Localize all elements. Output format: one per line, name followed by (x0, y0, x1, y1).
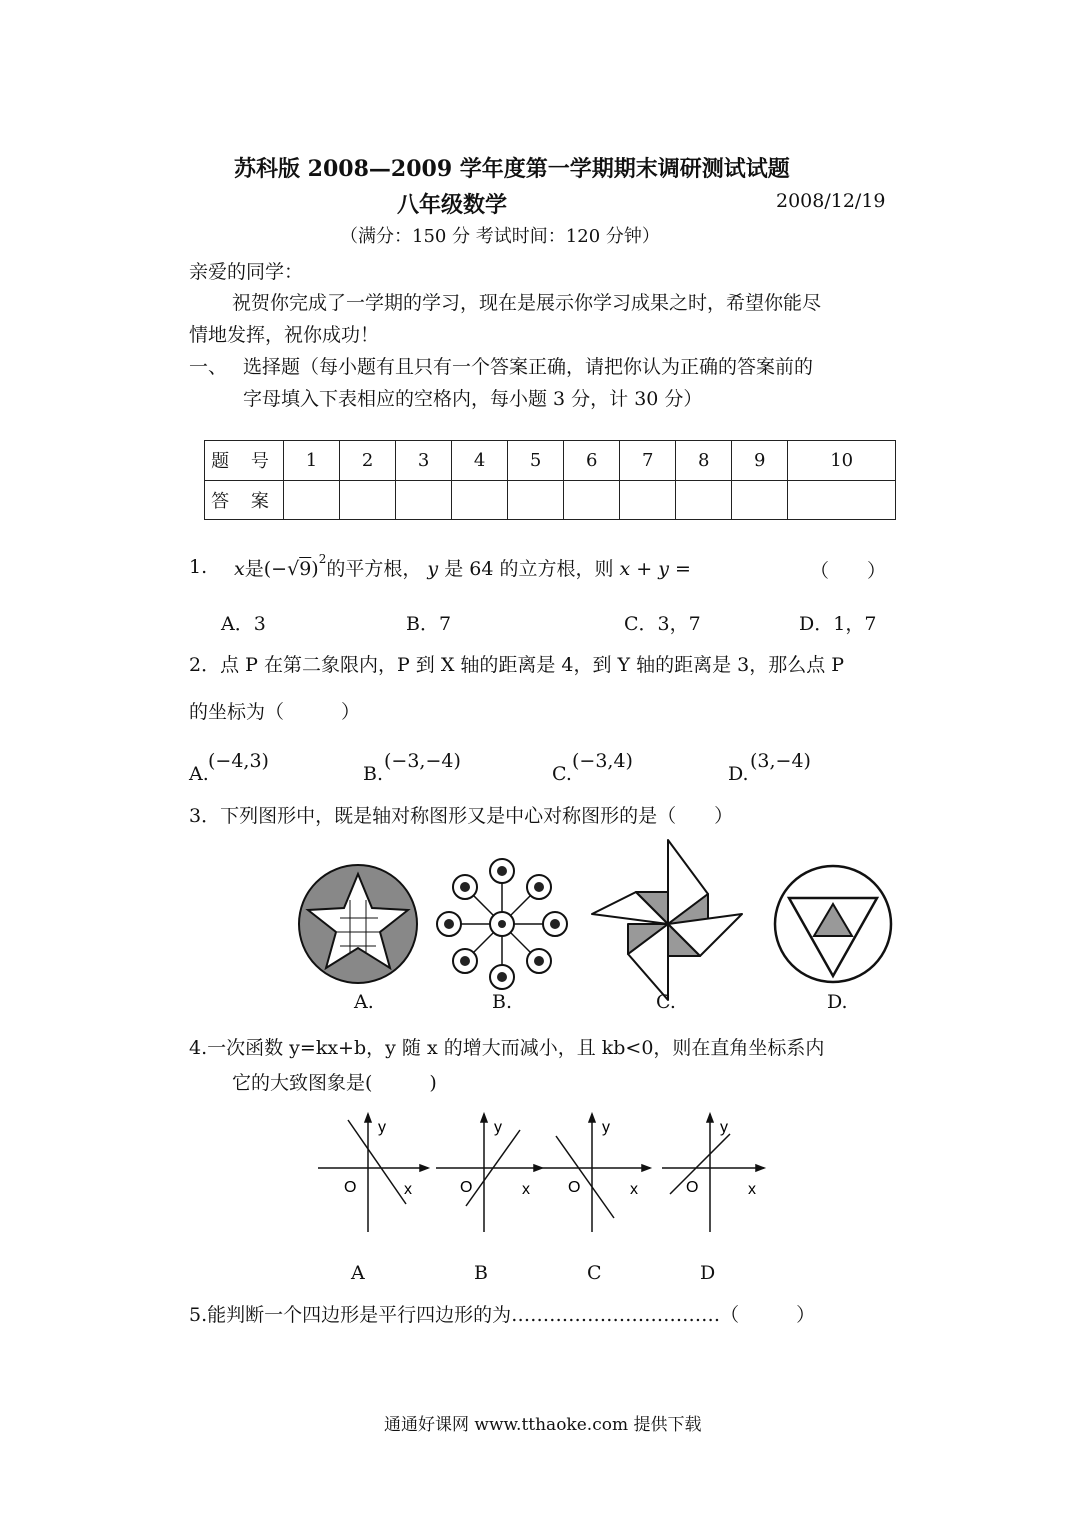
question-1-answer-paren: （ ） (810, 560, 887, 582)
q3-figure-c (592, 840, 742, 1000)
q2-option-b-coord[interactable]: (−3,−4) (384, 750, 461, 772)
answer-cell[interactable] (396, 480, 452, 520)
q1-mid-1: 的平方根， (326, 558, 422, 580)
q4-d-x-label: x (748, 1181, 756, 1198)
q2-option-d-letter[interactable]: D. (728, 763, 749, 785)
q3-figure-a (299, 865, 417, 983)
answer-cell[interactable] (508, 480, 564, 520)
salutation: 亲爱的同学： (189, 261, 304, 283)
answer-cell[interactable] (564, 480, 620, 520)
q1-x: x (234, 558, 245, 580)
q4-label-d[interactable]: D (700, 1262, 716, 1284)
question-1-number: 1. (189, 556, 208, 578)
table-header-answer: 答 案 (205, 480, 284, 520)
answer-table-answer-row (205, 480, 896, 520)
q4-graphs (310, 1110, 780, 1240)
q1-option-c[interactable]: C．3，7 (624, 613, 701, 635)
q1-expr-open: (−√ (263, 558, 300, 580)
greeting-line-2: 情地发挥，祝你成功！ (189, 324, 380, 346)
q4-graph-b (436, 1114, 542, 1232)
q4-b-y-label: y (494, 1119, 502, 1136)
q1-expr-nine: 9 (299, 558, 312, 580)
q3-figures (280, 830, 920, 1020)
exam-date: 2008/12/19 (776, 190, 886, 212)
q3-label-b[interactable]: B. (492, 991, 513, 1013)
page-title: 苏科版 2008—2009 学年度第一学期期末调研测试试题 (234, 156, 790, 182)
q4-c-x-label: x (630, 1181, 638, 1198)
q4-d-origin: O (686, 1179, 699, 1196)
answer-cell[interactable] (676, 480, 732, 520)
table-cell-number: 8 (676, 441, 732, 481)
q3-figure-d (775, 866, 891, 982)
section-number: 一、 (189, 356, 228, 378)
question-5-text: 5.能判断一个四边形是平行四边形的为……………………………（ ） (189, 1304, 816, 1326)
table-cell-number: 5 (508, 441, 564, 481)
question-1-stem (234, 554, 691, 581)
q1-sum: x + y = (619, 558, 691, 580)
q1-mid-2: 是 64 的立方根，则 (444, 558, 614, 580)
q4-a-x-label: x (404, 1181, 412, 1198)
q1-option-d[interactable]: D．1，7 (799, 613, 877, 635)
q2-option-a-coord[interactable]: (−4,3) (208, 750, 269, 772)
question-3-text: 3．下列图形中，既是轴对称图形又是中心对称图形的是（ ） (189, 805, 734, 827)
question-2-line-2: 的坐标为（ ） (189, 701, 361, 723)
page-subtitle: 八年级数学 (397, 192, 508, 218)
q3-label-a[interactable]: A. (354, 991, 374, 1013)
answer-cell[interactable] (452, 480, 508, 520)
q4-a-origin: O (344, 1179, 357, 1196)
table-cell-number: 4 (452, 441, 508, 481)
q4-graph-c (542, 1114, 650, 1232)
question-4-line-1: 4.一次函数 y=kx+b，y 随 x 的增大而减小，且 kb<0，则在直角坐标系内 (189, 1037, 825, 1059)
section-instruction-2: 字母填入下表相应的空格内，每小题 3 分，计 30 分） (243, 388, 703, 410)
answer-table-number-row (205, 441, 896, 481)
q2-option-a-letter[interactable]: A. (189, 763, 209, 785)
q4-d-y-label: y (720, 1119, 728, 1136)
q4-graph-d (662, 1114, 764, 1232)
exam-info: （满分：150 分 考试时间：120 分钟） (340, 226, 660, 247)
q4-label-a[interactable]: A (351, 1262, 365, 1284)
table-cell-number: 2 (340, 441, 396, 481)
section-instruction-1: 选择题（每小题有且只有一个答案正确，请把你认为正确的答案前的 (243, 356, 814, 378)
table-cell-number: 7 (620, 441, 676, 481)
q1-option-a[interactable]: A．3 (221, 613, 266, 635)
q2-option-d-coord[interactable]: (3,−4) (750, 750, 811, 772)
q3-figure-b (437, 859, 567, 989)
answer-cell[interactable] (788, 480, 896, 520)
q2-option-c-letter[interactable]: C. (552, 763, 572, 785)
q2-option-c-coord[interactable]: (−3,4) (572, 750, 633, 772)
answer-cell[interactable] (340, 480, 396, 520)
q2-option-b-letter[interactable]: B. (363, 763, 384, 785)
table-cell-number: 6 (564, 441, 620, 481)
table-header-number: 题 号 (205, 441, 284, 481)
q1-y: y (427, 558, 439, 580)
table-cell-number: 3 (396, 441, 452, 481)
answer-cell[interactable] (620, 480, 676, 520)
q4-a-y-label: y (378, 1119, 386, 1136)
q3-label-d[interactable]: D. (827, 991, 848, 1013)
table-cell-number: 9 (732, 441, 788, 481)
table-cell-number: 10 (788, 441, 896, 481)
q4-label-b[interactable]: B (474, 1262, 488, 1284)
q3-label-c[interactable]: C. (656, 991, 676, 1013)
q1-option-b[interactable]: B．7 (406, 613, 452, 635)
footer-text: 通通好课网 www.tthaoke.com 提供下载 (384, 1415, 702, 1435)
greeting-line-1: 祝贺你完成了一学期的学习，现在是展示你学习成果之时，希望你能尽 (232, 292, 822, 314)
q4-c-y-label: y (602, 1119, 610, 1136)
question-4-line-2: 它的大致图象是( ) (232, 1072, 437, 1094)
answer-cell[interactable] (732, 480, 788, 520)
q4-label-c[interactable]: C (587, 1262, 602, 1284)
q4-b-x-label: x (522, 1181, 530, 1198)
q1-is: 是 (244, 558, 264, 580)
answer-cell[interactable] (284, 480, 340, 520)
answer-table (204, 440, 896, 520)
q4-graph-a (318, 1114, 428, 1232)
q4-b-origin: O (460, 1179, 473, 1196)
q4-c-origin: O (568, 1179, 581, 1196)
q1-expr-close: ) (311, 558, 319, 580)
table-cell-number: 1 (284, 441, 340, 481)
q1-exponent: 2 (318, 552, 327, 566)
question-2-line-1: 2．点 P 在第二象限内，P 到 X 轴的距离是 4，到 Y 轴的距离是 3，那么点 P (189, 654, 845, 676)
